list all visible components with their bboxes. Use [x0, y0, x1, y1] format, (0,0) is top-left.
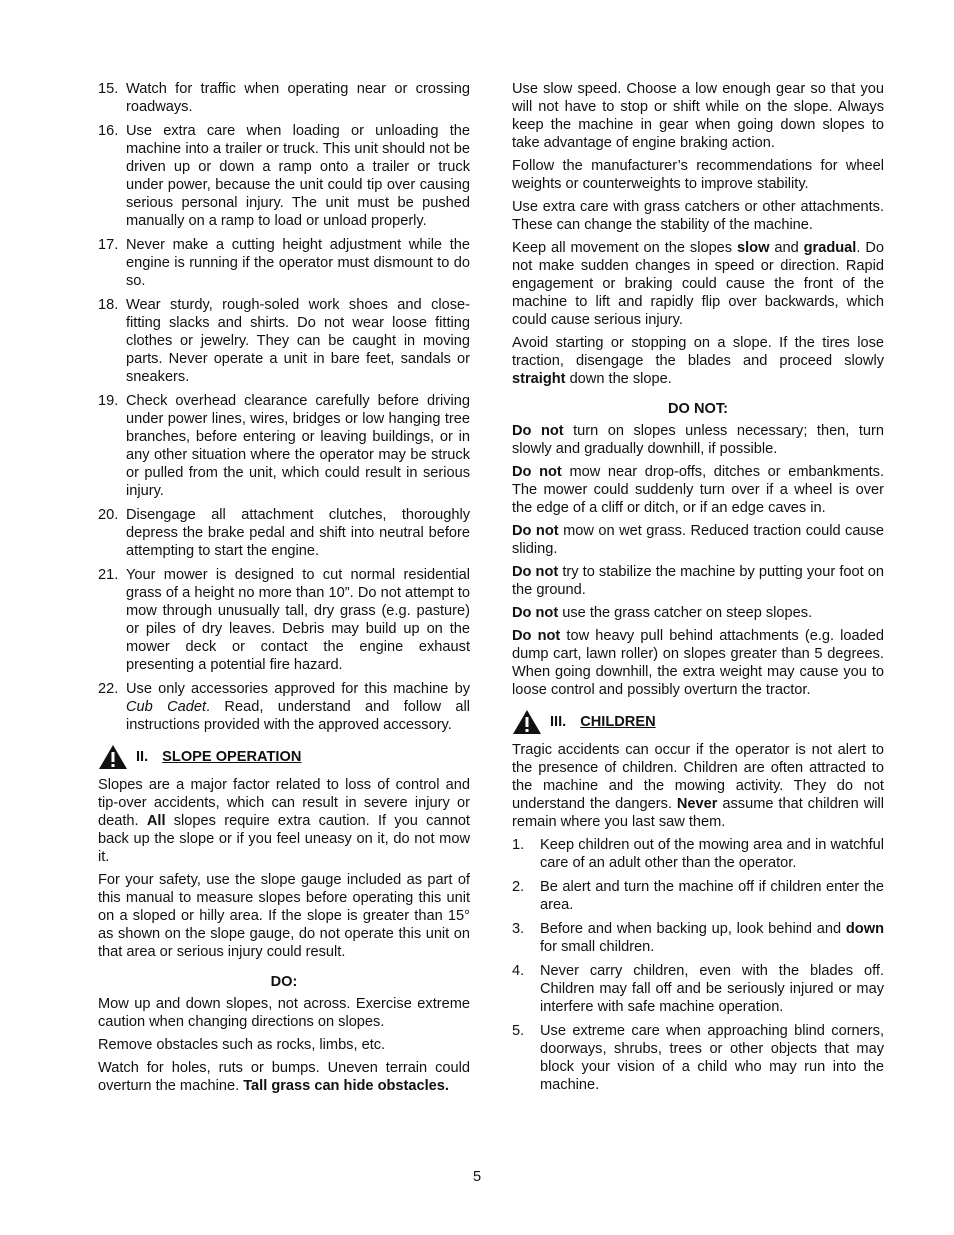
- list-item-22: 22. Use only accessories approved for this machine by Cub Cadet. Read, understand and follow all instructions provided with the approved accessory.: [98, 681, 470, 733]
- do-not-paragraph-4: Do not try to stabilize the machine by putting your foot on the ground.: [512, 564, 884, 598]
- do-not-paragraph-6: Do not tow heavy pull behind attachments (e.g. loaded dump cart, lawn roller) on slopes greater than 5 degrees. When going downhill, the extra weight may cause you to loose control and possibly overturn the tractor.: [512, 628, 884, 698]
- list-item-19: 19. Check overhead clearance carefully before driving under power lines, wires, bridges or low hanging tree branches, before entering or leaving buildings, or in any other situation where the operator may be struck or pulled from the unit, which could result in serious injury.: [98, 393, 470, 499]
- slope-paragraph-6: Keep all movement on the slopes slow and gradual. Do not make sudden changes in speed or direction. Rapid engagement or braking could cause the front of the machine to lift and rapidly flip over backwards, which could cause serious injury.: [512, 240, 884, 328]
- list-item-15: 15. Watch for traffic when operating near or crossing roadways.: [98, 81, 470, 115]
- slope-paragraph-3: Use slow speed. Choose a low enough gear so that you will not have to stop or shift while on the slope. Always keep the machine in gear when going down slopes to take advantage of engine braking action.: [512, 81, 884, 151]
- page-number: 5: [472, 1169, 482, 1185]
- brand-name: Cub Cadet: [126, 699, 207, 715]
- do-paragraph-2: Remove obstacles such as rocks, limbs, etc.: [98, 1037, 386, 1053]
- do-paragraph-3: Watch for holes, ruts or bumps. Uneven terrain could overturn the machine. Tall grass can hide obstacles.: [98, 1060, 470, 1094]
- do-not-paragraph-2: Do not mow near drop-offs, ditches or embankments. The mower could suddenly turn over if a wheel is over the edge of a cliff or ditch, or if an edge caves in.: [512, 464, 884, 516]
- children-item-4: 4. Never carry children, even with the blades off. Children may fall off and be seriously injured or may interfere with safe machine operation.: [512, 963, 884, 1015]
- do-not-heading: DO NOT:: [668, 401, 728, 417]
- do-not-paragraph-5: Do not use the grass catcher on steep slopes.: [512, 605, 813, 621]
- do-not-paragraph-1: Do not turn on slopes unless necessary; then, turn slowly and gradually downhill, if possible.: [512, 423, 884, 457]
- children-intro: Tragic accidents can occur if the operator is not alert to the presence of children. Children are often attracted to the machine and the mowing activity. They do not understand the dangers. Never assume that children will remain where you last saw them.: [512, 742, 884, 830]
- list-item-16: 16. Use extra care when loading or unloading the machine into a trailer or truck. This unit should not be driven up or down a ramp onto a trailer or truck under power, because the unit could tip over causing serious personal injury. The unit must be pushed manually on a ramp to load or unload properly.: [98, 123, 470, 229]
- slope-operation-heading: II. SLOPE OPERATION: [98, 744, 470, 770]
- slope-paragraph-4: Follow the manufacturer’s recommendations for wheel weights or counterweights to improve stability.: [512, 158, 884, 192]
- list-item-17: 17. Never make a cutting height adjustment while the engine is running if the operator must dismount to do so.: [98, 237, 470, 289]
- left-column: [98, 80, 470, 1100]
- children-item-2: 2. Be alert and turn the machine off if children enter the area.: [512, 879, 884, 913]
- warning-icon: [512, 709, 542, 735]
- children-item-5: 5. Use extreme care when approaching blind corners, doorways, shrubs, trees or other objects that may block your vision of a child who may run into the machine.: [512, 1023, 884, 1093]
- right-column: [512, 80, 884, 1100]
- slope-paragraph-7: Avoid starting or stopping on a slope. If the tires lose traction, disengage the blades and proceed slowly straight down the slope.: [512, 335, 884, 387]
- do-not-paragraph-3: Do not mow on wet grass. Reduced traction could cause sliding.: [512, 523, 884, 557]
- children-item-1: 1. Keep children out of the mowing area and in watchful care of an adult other than the operator.: [512, 837, 884, 871]
- slope-paragraph-1: Slopes are a major factor related to loss of control and tip-over accidents, which can result in severe injury or death. All slopes require extra caution. If you cannot back up the slope or if you feel uneasy on it, do not mow it.: [98, 777, 470, 865]
- list-item-21: 21. Your mower is designed to cut normal residential grass of a height no more than 10”. Do not attempt to mow through unusually tall, dry grass (e.g. pasture) or piles of dry leaves. Debris may build up on the mower deck or contact the engine exhaust presenting a potential fire hazard.: [98, 567, 470, 673]
- slope-paragraph-5: Use extra care with grass catchers or other attachments. These can change the stability of the machine.: [512, 199, 884, 233]
- do-heading: DO:: [270, 974, 298, 990]
- list-item-18: 18. Wear sturdy, rough-soled work shoes and close-fitting slacks and shirts. Do not wear loose fitting clothes or jewelry. They can be caught in moving parts. Never operate a unit in bare feet, sandals or sneakers.: [98, 297, 470, 385]
- children-item-3: 3. Before and when backing up, look behind and down for small children.: [512, 921, 884, 955]
- list-item-20: 20. Disengage all attachment clutches, thoroughly depress the brake pedal and shift into neutral before attempting to start the engine.: [98, 507, 470, 559]
- slope-paragraph-2: For your safety, use the slope gauge included as part of this manual to measure slopes before operating this unit on a sloped or hilly area. If the slope is greater than 15° as shown on the slope gauge, do not operate this unit on that area or serious injury could result.: [98, 872, 470, 960]
- children-heading: III. CHILDREN: [512, 709, 884, 735]
- warning-icon: [98, 744, 128, 770]
- do-paragraph-1: Mow up and down slopes, not across. Exercise extreme caution when changing directions on slopes.: [98, 996, 470, 1030]
